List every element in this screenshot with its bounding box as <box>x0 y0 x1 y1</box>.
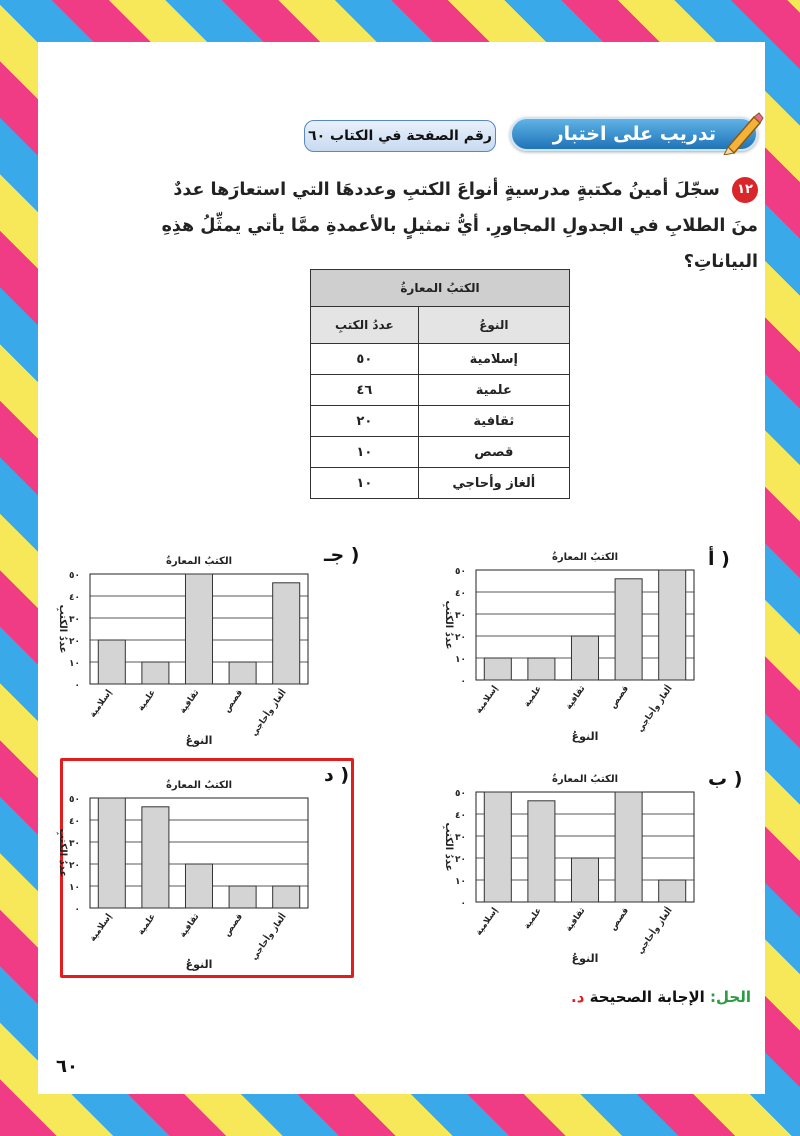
solution-line <box>571 988 751 1006</box>
y-axis-label: عددُ الكتبِ <box>57 828 68 878</box>
y-tick-label: ٥٠ <box>69 795 80 805</box>
question-text: سجّلَ أمينُ مكتبةٍ مدرسيةٍ أنواعَ الكتبِ وعددهَا التي استعارَها عددٌ منَ الطلابِ في الجدولِ المجاورِ. أيُّ تمثيلٍ بالأعمدةِ ممَّا يأتي يمثِّلُ هذِهِ البياناتِ؟ <box>161 180 758 272</box>
y-tick-label: ٢٠ <box>455 633 466 643</box>
table-header-count: عددُ الكتبِ <box>311 307 419 344</box>
x-tick-label: قصص <box>222 687 246 715</box>
bar <box>659 880 686 902</box>
page-reference-badge: رقم الصفحة في الكتاب ٦٠ <box>304 120 496 152</box>
x-tick-label: قصص <box>608 905 632 933</box>
x-tick-label: علمية <box>522 683 544 710</box>
chart-title: الكتبُ المعارةُ <box>551 552 619 563</box>
x-axis-label: النوعُ <box>185 958 213 971</box>
bar <box>229 886 256 908</box>
bar-chart <box>56 779 308 971</box>
bar <box>98 798 125 908</box>
y-tick-label: ٠ <box>460 899 466 909</box>
x-tick-label: إسلامية <box>473 683 501 716</box>
table-cell-count: ٢٠ <box>311 406 419 437</box>
bar-chart-options <box>38 42 765 1094</box>
y-tick-label: ٤٠ <box>455 811 466 821</box>
bar <box>185 864 212 908</box>
option-b-label: ب ) <box>708 768 743 790</box>
x-axis-label: النوعُ <box>571 952 599 965</box>
x-tick-label: إسلامية <box>87 687 115 720</box>
chart-title: الكتبُ المعارةُ <box>165 556 233 567</box>
x-axis-label: النوعُ <box>185 734 213 747</box>
x-tick-label: ألغاز وأحاجي <box>635 905 675 957</box>
y-tick-label: ١٠ <box>455 877 466 887</box>
y-tick-label: ١٠ <box>455 655 466 665</box>
table-cell-type: علمية <box>418 375 569 406</box>
bar <box>484 792 511 902</box>
solution-text: الإجابة الصحيحة <box>589 988 705 1006</box>
bar <box>98 640 125 684</box>
y-tick-label: ٤٠ <box>69 593 80 603</box>
x-tick-label: علمية <box>136 687 158 714</box>
bar <box>484 658 511 680</box>
table-cell-count: ١٠ <box>311 468 419 499</box>
page-number: ٦٠ <box>56 1056 78 1077</box>
bar <box>615 579 642 680</box>
y-tick-label: ١٠ <box>69 883 80 893</box>
y-tick-label: ١٠ <box>69 659 80 669</box>
bar <box>615 792 642 902</box>
bar <box>229 662 256 684</box>
x-tick-label: ثقافية <box>177 687 202 716</box>
option-c-label: جـ ) <box>324 544 360 566</box>
x-tick-label: ثقافية <box>177 911 202 940</box>
table-cell-type: ثقافية <box>418 406 569 437</box>
question-number-badge: ١٢ <box>732 177 758 203</box>
bar-chart <box>442 773 694 965</box>
chart-title: الكتبُ المعارةُ <box>165 780 233 791</box>
option-a-label: أ ) <box>708 548 730 570</box>
bar <box>273 583 300 684</box>
bar <box>273 886 300 908</box>
table-cell-type: قصص <box>418 437 569 468</box>
table-cell-type: ألغاز وأحاجي <box>418 468 569 499</box>
y-tick-label: ٥٠ <box>69 571 80 581</box>
table-header-type: النوعُ <box>418 307 569 344</box>
x-tick-label: ألغاز وأحاجي <box>249 687 289 739</box>
y-tick-label: ٤٠ <box>69 817 80 827</box>
bar <box>571 858 598 902</box>
y-tick-label: ٤٠ <box>455 589 466 599</box>
bar <box>528 801 555 902</box>
x-tick-label: علمية <box>522 905 544 932</box>
y-tick-label: ٣٠ <box>455 833 466 843</box>
y-tick-label: ٣٠ <box>455 611 466 621</box>
x-tick-label: ألغاز وأحاجي <box>635 683 675 735</box>
x-tick-label: ثقافية <box>563 683 588 712</box>
solution-label: الحل: <box>710 988 751 1006</box>
y-tick-label: ٠ <box>74 905 80 915</box>
y-axis-label: عددُ الكتبِ <box>443 600 454 650</box>
y-tick-label: ٢٠ <box>69 637 80 647</box>
y-axis-label: عددُ الكتبِ <box>57 604 68 654</box>
y-tick-label: ٣٠ <box>69 839 80 849</box>
y-tick-label: ٥٠ <box>455 567 466 577</box>
x-tick-label: قصص <box>222 911 246 939</box>
x-tick-label: علمية <box>136 911 158 938</box>
bar <box>142 807 169 908</box>
x-tick-label: ثقافية <box>563 905 588 934</box>
bar-chart <box>56 555 308 747</box>
worksheet-page <box>38 42 765 1094</box>
bar <box>185 574 212 684</box>
banner-label: تدريب على اختبار <box>552 123 716 145</box>
table-cell-type: إسلامية <box>418 344 569 375</box>
solution-answer: د. <box>571 988 585 1006</box>
bar <box>142 662 169 684</box>
y-tick-label: ٢٠ <box>455 855 466 865</box>
y-tick-label: ٣٠ <box>69 615 80 625</box>
bar <box>528 658 555 680</box>
y-tick-label: ٠ <box>460 677 466 687</box>
bar <box>571 636 598 680</box>
x-tick-label: إسلامية <box>87 911 115 944</box>
x-tick-label: قصص <box>608 683 632 711</box>
y-tick-label: ٠ <box>74 681 80 691</box>
table-cell-count: ٥٠ <box>311 344 419 375</box>
x-axis-label: النوعُ <box>571 730 599 743</box>
chart-title: الكتبُ المعارةُ <box>551 774 619 785</box>
table-cell-count: ٤٦ <box>311 375 419 406</box>
y-axis-label: عددُ الكتبِ <box>443 822 454 872</box>
x-tick-label: إسلامية <box>473 905 501 938</box>
table-cell-count: ١٠ <box>311 437 419 468</box>
option-d-label: د ) <box>324 764 350 786</box>
bar-chart <box>442 551 694 743</box>
table-title: الكتبُ المعارةُ <box>311 270 570 307</box>
y-tick-label: ٢٠ <box>69 861 80 871</box>
x-tick-label: ألغاز وأحاجي <box>249 911 289 963</box>
bar <box>659 570 686 680</box>
y-tick-label: ٥٠ <box>455 789 466 799</box>
